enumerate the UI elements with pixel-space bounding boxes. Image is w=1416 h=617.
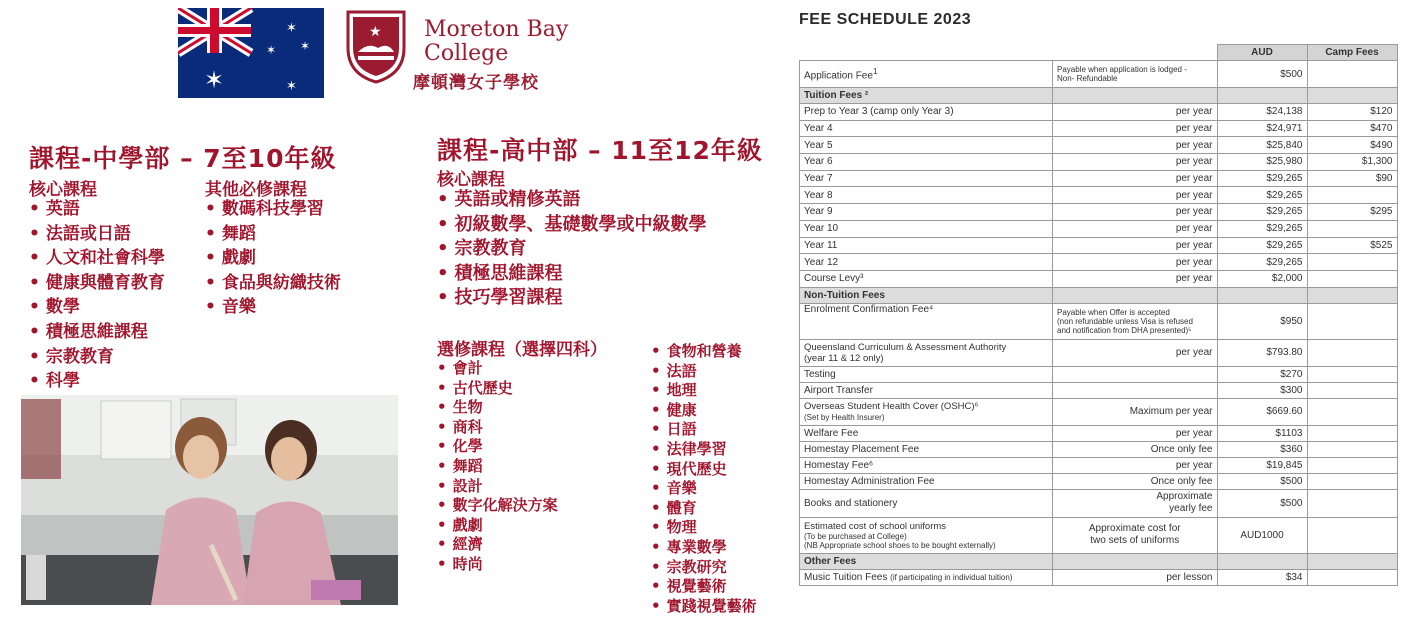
- homestay-admin-label: Homestay Administration Fee: [800, 473, 1053, 489]
- uniforms-term-2: two sets of uniforms: [1090, 535, 1180, 547]
- table-row: [800, 237, 1398, 254]
- table-row: [800, 104, 1398, 121]
- tuition-year-label: Year 5: [800, 137, 1053, 154]
- tuition-camp: $90: [1307, 170, 1397, 187]
- application-fee-note: [1053, 61, 1218, 88]
- tuition-aud: $29,265: [1217, 220, 1307, 237]
- table-row-welfare: [800, 425, 1398, 441]
- senior-elective-item: • 時尚: [437, 555, 558, 575]
- junior-core-item: • 科學: [29, 369, 165, 394]
- oshc-aud: $669.60: [1217, 398, 1307, 425]
- senior-elective-item: • 經濟: [437, 535, 558, 555]
- tuition-camp: $470: [1307, 120, 1397, 137]
- qcaa-term: per year: [1053, 339, 1218, 366]
- tuition-term: per year: [1053, 104, 1218, 121]
- senior-elective-item: • 宗教研究: [651, 558, 757, 578]
- tuition-year-label: Year 4: [800, 120, 1053, 137]
- table-row-enrolment: [800, 303, 1398, 339]
- application-fee-sup: 1: [872, 67, 878, 77]
- senior-elective-item: • 音樂: [651, 479, 757, 499]
- table-row-airport: [800, 382, 1398, 398]
- oshc-name-2: (Set by Health Insurer): [804, 412, 885, 422]
- uniforms-camp: [1307, 517, 1397, 553]
- tuition-heading: Tuition Fees ²: [800, 88, 1053, 104]
- tuition-year-label: Year 6: [800, 154, 1053, 171]
- table-row: [800, 137, 1398, 154]
- uniforms-term: [1053, 517, 1218, 553]
- enrolment-fee-label: Enrolment Confirmation Fee⁴: [800, 303, 1053, 339]
- tuition-heading-blank-2: [1053, 88, 1218, 104]
- senior-elective-item: • 視覺藝術: [651, 577, 757, 597]
- senior-elective-item: • 體育: [651, 499, 757, 519]
- welfare-term: per year: [1053, 425, 1218, 441]
- other-heading-blank-2: [1053, 553, 1218, 569]
- tuition-camp: $1,300: [1307, 154, 1397, 171]
- senior-elective-item: • 健康: [651, 401, 757, 421]
- other-heading-blank-3: [1217, 553, 1307, 569]
- tuition-aud: $29,265: [1217, 187, 1307, 204]
- junior-core-heading: 核心課程: [29, 180, 97, 200]
- tuition-term: per year: [1053, 137, 1218, 154]
- tuition-aud: $29,265: [1217, 170, 1307, 187]
- enrolment-note-3: and notification from DHA presented)⁵: [1057, 325, 1192, 335]
- senior-title: 課程-高中部 – 11至12年級: [437, 136, 763, 165]
- other-heading: Other Fees: [800, 553, 1053, 569]
- junior-core-item: • 英語: [29, 197, 165, 222]
- senior-elective-item: • 日語: [651, 420, 757, 440]
- table-row-testing: [800, 366, 1398, 382]
- senior-elective-list-1: [437, 359, 558, 575]
- tuition-year-label: Course Levy³: [800, 270, 1053, 287]
- application-fee-name: Application Fee: [804, 70, 873, 82]
- non-tuition-blank-2: [1053, 287, 1218, 303]
- senior-elective-item: • 古代歷史: [437, 379, 558, 399]
- senior-elective-item: • 會計: [437, 359, 558, 379]
- senior-elective-item: • 專業數學: [651, 538, 757, 558]
- homestay-placement-label: Homestay Placement Fee: [800, 441, 1053, 457]
- tuition-year-label: Year 12: [800, 254, 1053, 271]
- homestay-admin-aud: $500: [1217, 473, 1307, 489]
- table-row-oshc: [800, 398, 1398, 425]
- junior-core-item: • 法語或日語: [29, 222, 165, 247]
- senior-elective-item: • 舞蹈: [437, 457, 558, 477]
- table-row-qcaa: [800, 339, 1398, 366]
- students-photo-graphic: [21, 395, 398, 605]
- senior-elective-item: • 地理: [651, 381, 757, 401]
- junior-other-item: • 戲劇: [205, 246, 341, 271]
- uniforms-term-1: Approximate cost for: [1088, 523, 1181, 535]
- junior-core-item: • 宗教教育: [29, 345, 165, 370]
- qcaa-camp: [1307, 339, 1397, 366]
- senior-core-item: • 技巧學習課程: [437, 286, 707, 311]
- fee-schedule-table: [799, 44, 1398, 586]
- homestay-camp: [1307, 457, 1397, 473]
- homestay-placement-aud: $360: [1217, 441, 1307, 457]
- books-term-2: yearly fee: [1169, 503, 1213, 515]
- airport-aud: $300: [1217, 382, 1307, 398]
- table-row-homestay: [800, 457, 1398, 473]
- svg-text:✶: ✶: [204, 66, 225, 94]
- senior-elective-item: • 實踐視覺藝術: [651, 597, 757, 617]
- tuition-aud: $24,138: [1217, 104, 1307, 121]
- tuition-term: per year: [1053, 154, 1218, 171]
- books-aud: $500: [1217, 489, 1307, 517]
- table-row: [800, 154, 1398, 171]
- music-term: per lesson: [1053, 569, 1218, 585]
- non-tuition-heading: Non-Tuition Fees: [800, 287, 1053, 303]
- header-blank-1: [800, 45, 1053, 61]
- tuition-term: per year: [1053, 204, 1218, 221]
- qcaa-name-1: Queensland Curriculum & Assessment Authority: [804, 341, 1007, 353]
- tuition-aud: $29,265: [1217, 254, 1307, 271]
- header-aud: AUD: [1217, 45, 1307, 61]
- books-camp: [1307, 489, 1397, 517]
- books-term: [1053, 489, 1218, 517]
- junior-other-list: [205, 197, 341, 320]
- senior-core-heading: 核心課程: [437, 170, 505, 190]
- table-row-music: [800, 569, 1398, 585]
- welfare-aud: $1103: [1217, 425, 1307, 441]
- crest-icon: [344, 8, 408, 84]
- college-name: [424, 18, 568, 66]
- table-row: [800, 204, 1398, 221]
- junior-other-heading: 其他必修課程: [205, 180, 307, 200]
- college-name-chinese: 摩頓灣女子學校: [413, 73, 539, 93]
- tuition-year-label: Prep to Year 3 (camp only Year 3): [800, 104, 1053, 121]
- tuition-camp: [1307, 187, 1397, 204]
- tuition-year-label: Year 9: [800, 204, 1053, 221]
- senior-elective-item: • 數字化解決方案: [437, 496, 558, 516]
- table-row: [800, 270, 1398, 287]
- table-row: [800, 170, 1398, 187]
- junior-title: 課程-中學部 – 7至10年級: [29, 144, 337, 173]
- uniforms-aud: AUD1000: [1217, 517, 1307, 553]
- tuition-year-label: Year 11: [800, 237, 1053, 254]
- music-name: Music Tuition Fees: [804, 571, 888, 583]
- homestay-admin-term: Once only fee: [1053, 473, 1218, 489]
- non-tuition-blank-3: [1217, 287, 1307, 303]
- uniforms-label: [800, 517, 1053, 553]
- junior-core-item: • 積極思維課程: [29, 320, 165, 345]
- senior-elective-item: • 法語: [651, 362, 757, 382]
- tuition-camp: $525: [1307, 237, 1397, 254]
- non-tuition-blank-4: [1307, 287, 1397, 303]
- tuition-term: per year: [1053, 220, 1218, 237]
- fee-schedule-title: FEE SCHEDULE 2023: [799, 11, 972, 28]
- airport-camp: [1307, 382, 1397, 398]
- senior-core-item: • 初級數學、基礎數學或中級數學: [437, 213, 707, 238]
- tuition-camp: $295: [1307, 204, 1397, 221]
- homestay-term: per year: [1053, 457, 1218, 473]
- enrolment-note-2: (non refundable unless Visa is refused: [1057, 316, 1193, 326]
- tuition-year-label: Year 10: [800, 220, 1053, 237]
- junior-core-item: • 人文和社會科學: [29, 246, 165, 271]
- senior-elective-item: • 食物和營養: [651, 342, 757, 362]
- tuition-aud: $24,971: [1217, 120, 1307, 137]
- qcaa-name-2: (year 11 & 12 only): [804, 352, 884, 364]
- senior-core-item: • 積極思維課程: [437, 262, 707, 287]
- qcaa-aud: $793.80: [1217, 339, 1307, 366]
- application-fee-label: [800, 61, 1053, 88]
- homestay-admin-camp: [1307, 473, 1397, 489]
- other-heading-blank-4: [1307, 553, 1397, 569]
- table-row: [800, 187, 1398, 204]
- homestay-label: Homestay Fee⁶: [800, 457, 1053, 473]
- application-fee-aud: $500: [1217, 61, 1307, 88]
- oshc-label: [800, 398, 1053, 425]
- australian-flag: [178, 8, 324, 98]
- oshc-term: Maximum per year: [1053, 398, 1218, 425]
- section-row-other: [800, 553, 1398, 569]
- senior-core-item: • 英語或精修英語: [437, 188, 707, 213]
- junior-other-item: • 舞蹈: [205, 222, 341, 247]
- uniforms-name-1: Estimated cost of school uniforms: [804, 520, 947, 532]
- senior-elective-item: • 現代歷史: [651, 460, 757, 480]
- table-row-homestay-placement: [800, 441, 1398, 457]
- junior-core-list: [29, 197, 165, 394]
- table-row: [800, 220, 1398, 237]
- college-name-line1: Moreton Bay: [424, 17, 569, 42]
- junior-other-item: • 食品與紡織技術: [205, 271, 341, 296]
- testing-term: [1053, 366, 1218, 382]
- table-row-books: [800, 489, 1398, 517]
- tuition-term: per year: [1053, 270, 1218, 287]
- enrolment-fee-aud: $950: [1217, 303, 1307, 339]
- tuition-year-label: Year 8: [800, 187, 1053, 204]
- tuition-term: per year: [1053, 254, 1218, 271]
- qcaa-label: [800, 339, 1053, 366]
- senior-core-list: [437, 188, 707, 311]
- senior-elective-item: • 戲劇: [437, 516, 558, 536]
- flag-graphic: [178, 8, 324, 98]
- section-row-tuition: [800, 88, 1398, 104]
- tuition-term: per year: [1053, 187, 1218, 204]
- tuition-aud: $29,265: [1217, 204, 1307, 221]
- senior-elective-item: • 化學: [437, 437, 558, 457]
- senior-elective-heading: 選修課程（選擇四科）: [437, 340, 607, 360]
- senior-elective-item: • 物理: [651, 518, 757, 538]
- tuition-heading-blank-4: [1307, 88, 1397, 104]
- uniforms-name-3: (NB Appropriate school shoes to be bought externally): [804, 540, 996, 550]
- tuition-year-label: Year 7: [800, 170, 1053, 187]
- welfare-label: Welfare Fee: [800, 425, 1053, 441]
- airport-term: [1053, 382, 1218, 398]
- college-name-line2: College: [424, 41, 509, 66]
- senior-core-item: • 宗教教育: [437, 237, 707, 262]
- junior-other-item: • 數碼科技學習: [205, 197, 341, 222]
- testing-aud: $270: [1217, 366, 1307, 382]
- senior-elective-item: • 商科: [437, 418, 558, 438]
- tuition-heading-blank-3: [1217, 88, 1307, 104]
- music-label: [800, 569, 1053, 585]
- uniforms-name-2: (To be purchased at College): [804, 531, 907, 541]
- application-fee-camp: [1307, 61, 1397, 88]
- music-camp: [1307, 569, 1397, 585]
- testing-label: Testing: [800, 366, 1053, 382]
- music-note: (if participating in individual tuition): [890, 572, 1013, 582]
- table-header-row: [800, 45, 1398, 61]
- svg-text:★: ★: [369, 24, 382, 40]
- header-blank-2: [1053, 45, 1218, 61]
- music-aud: $34: [1217, 569, 1307, 585]
- oshc-camp: [1307, 398, 1397, 425]
- tuition-camp: $490: [1307, 137, 1397, 154]
- tuition-aud: $25,980: [1217, 154, 1307, 171]
- table-row: [800, 120, 1398, 137]
- table-row: [800, 254, 1398, 271]
- senior-elective-list-2: [651, 342, 757, 616]
- testing-camp: [1307, 366, 1397, 382]
- welfare-camp: [1307, 425, 1397, 441]
- tuition-camp: [1307, 254, 1397, 271]
- homestay-placement-camp: [1307, 441, 1397, 457]
- tuition-term: per year: [1053, 120, 1218, 137]
- enrolment-note-1: Payable when Offer is accepted: [1057, 307, 1170, 317]
- junior-other-item: • 音樂: [205, 295, 341, 320]
- enrolment-fee-note: [1053, 303, 1218, 339]
- svg-text:✶: ✶: [266, 43, 277, 57]
- tuition-aud: $25,840: [1217, 137, 1307, 154]
- section-row-non-tuition: [800, 287, 1398, 303]
- table-row-uniforms: [800, 517, 1398, 553]
- application-note-1: Payable when application is lodged -: [1057, 65, 1187, 74]
- tuition-camp: [1307, 270, 1397, 287]
- airport-label: Airport Transfer: [800, 382, 1053, 398]
- senior-elective-item: • 生物: [437, 398, 558, 418]
- table-row-homestay-admin: [800, 473, 1398, 489]
- tuition-camp: [1307, 220, 1397, 237]
- tuition-aud: $2,000: [1217, 270, 1307, 287]
- tuition-rows: [800, 104, 1398, 288]
- books-term-1: Approximate: [1156, 491, 1213, 503]
- svg-text:✶: ✶: [300, 39, 311, 53]
- books-label: Books and stationery: [800, 489, 1053, 517]
- junior-core-item: • 數學: [29, 295, 165, 320]
- college-crest-logo: [344, 8, 408, 84]
- junior-core-item: • 健康與體育教育: [29, 271, 165, 296]
- oshc-name-1: Overseas Student Health Cover (OSHC)⁶: [804, 400, 979, 412]
- senior-elective-item: • 設計: [437, 477, 558, 497]
- svg-text:✶: ✶: [286, 21, 297, 36]
- tuition-term: per year: [1053, 237, 1218, 254]
- svg-text:✶: ✶: [286, 79, 297, 94]
- homestay-placement-term: Once only fee: [1053, 441, 1218, 457]
- tuition-aud: $29,265: [1217, 237, 1307, 254]
- application-note-2: Non- Refundable: [1057, 74, 1118, 83]
- header-camp-fees: Camp Fees: [1307, 45, 1397, 61]
- table-row-application: [800, 61, 1398, 88]
- senior-elective-item: • 法律學習: [651, 440, 757, 460]
- students-photo: [21, 395, 398, 605]
- homestay-aud: $19,845: [1217, 457, 1307, 473]
- enrolment-fee-camp: [1307, 303, 1397, 339]
- tuition-camp: $120: [1307, 104, 1397, 121]
- tuition-term: per year: [1053, 170, 1218, 187]
